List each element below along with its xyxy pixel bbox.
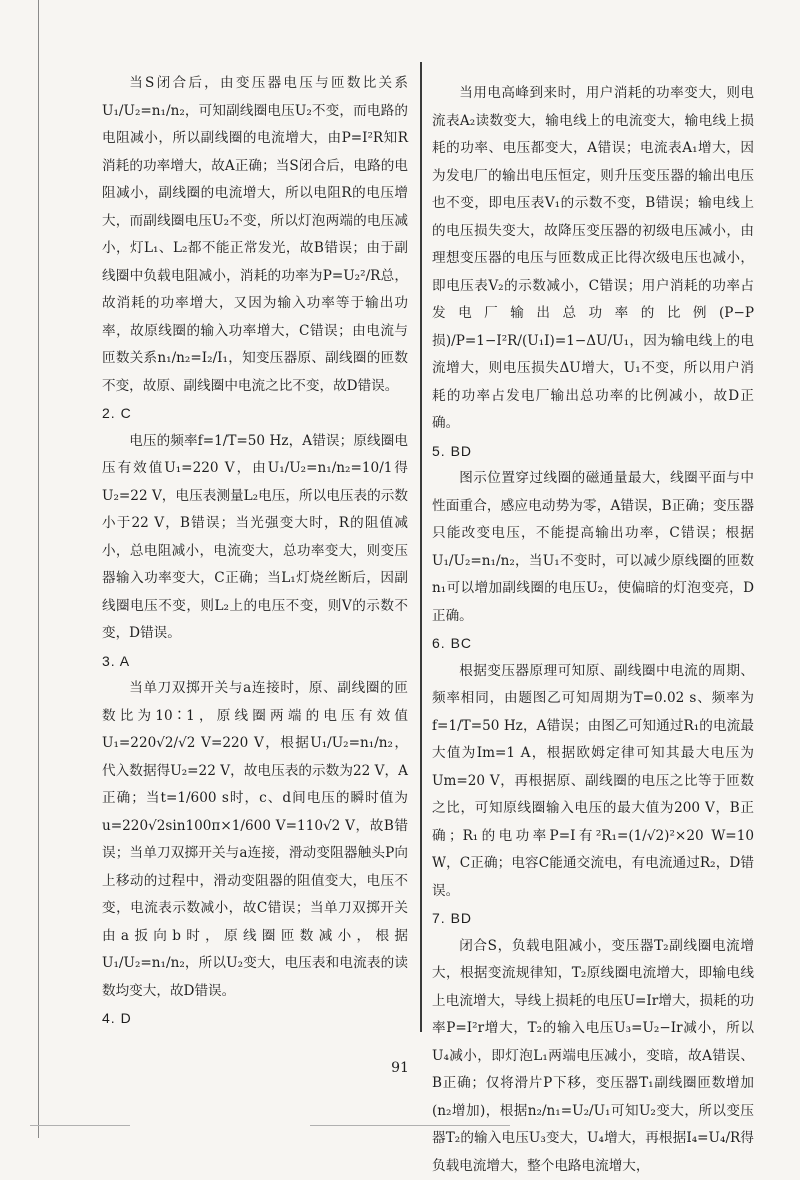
answer-4-explanation: 当用电高峰到来时，用户消耗的功率变大，则电流表A₂读数变大，输电线上的电流变大，输电线上损耗的功率、电压都变大，A错误；电流表A₁增大，因为发电厂的输出电压恒定，则升压变压器的输出电压也不变，即电压表V₁的示数不变，B错误；输电线上的电压损失变大，故降压变压器的初级电压减小，由理想变压器的电压与匝数成正比得次级电压也减小，即电压表V₂的示数减小，C错误；用户消耗的功率占发电厂输出总功率的比例(P−P损)/P=1−I²R/(U₁I)=1−ΔU/U₁，因为输电线上的电流增大，则电压损失ΔU增大，U₁不变，所以用户消耗的功率占发电厂输出总功率的比例减小，故D正确。: [432, 80, 754, 438]
answer-6-label: 6. BC: [432, 630, 754, 658]
answer-7-explanation: 闭合S，负载电阻减小，变压器T₂副线圈电流增大，根据变流规律知，T₂原线圈电流增大，即输电线上电流增大，导线上损耗的电压U=Ir增大，损耗的功率P=I²r增大，T₂的输入电压U₃=U₂−Ir减小，所以U₄减小，即灯泡L₁两端电压减小，变暗，故A错误、B正确；仅将滑片P下移，变压器T₁副线圈匝数增加(n₂增加)，根据n₂/n₁=U₂/U₁可知U₂变大，所以变压器T₂的输入电压U₃变大，U₄增大，再根据I₄=U₄/R得负载电流增大，整个电路电流增大，: [432, 933, 754, 1180]
footer-rule-left: [30, 1125, 130, 1126]
answer-5-explanation: 图示位置穿过线圈的磁通量最大，线圈平面与中性面重合，感应电动势为零，A错误，B正确；变压器只能改变电压，不能提高输出功率，C错误；根据U₁/U₂=n₁/n₂，当U₁不变时，可以减少原线圈的匝数n₁可以增加副线圈的电压U₂，使偏暗的灯泡变亮，D正确。: [432, 465, 754, 630]
answer-1-explanation: 当S闭合后，由变压器电压与匝数比关系U₁/U₂=n₁/n₂，可知副线圈电压U₂不变，而电路的电阻减小，所以副线圈的电流增大，由P=I²R知R消耗的功率增大，故A正确；当S闭合后，电路的电阻减小，副线圈的电流增大，所以电阻R的电压增大，而副线圈电压U₂不变，所以灯泡两端的电压减小，灯L₁、L₂都不能正常发光，故B错误；由于副线圈中负载电阻减小，消耗的功率为P=U₂²/R总，故消耗的功率增大，又因为输入功率等于输出功率，故原线圈的输入功率增大，C错误；由电流与匝数关系n₁/n₂=I₂/I₁，知变压器原、副线圈的匝数不变，故原、副线圈中电流之比不变，故D错误。: [102, 70, 408, 400]
answer-5-label: 5. BD: [432, 438, 754, 466]
answer-2-label: 2. C: [102, 400, 408, 428]
answer-6-explanation: 根据变压器原理可知原、副线圈中电流的周期、频率相同，由题图乙可知周期为T=0.02 s、频率为f=1/T=50 Hz，A错误；由图乙可知通过R₁的电流最大值为Im=1 A，根据欧姆定律可知其最大电压为Um=20 V，再根据原、副线圈的电压之比等于匝数之比，可知原线圈输入电压的最大值为200 V，B正确；R₁的电功率P=I有²R₁=(1/√2)²×20 W=10 W，C正确；电容C能通交流电，有电流通过R₂，D错误。: [432, 658, 754, 906]
answer-4-label: 4. D: [102, 1005, 408, 1033]
page-number: 91: [0, 1060, 800, 1076]
answer-2-explanation: 电压的频率f=1/T=50 Hz，A错误；原线圈电压有效值U₁=220 V，由U₁/U₂=n₁/n₂=10/1得U₂=22 V，电压表测量L₂电压，所以电压表的示数小于22 V，B错误；当光强变大时，R的阻值减小，总电阻减小，电流变大，总功率变大，则变压器输入功率变大，C正确；当L₁灯烧丝断后，因副线圈电压不变，则L₂上的电压不变，则V的示数不变，D错误。: [102, 428, 408, 648]
right-column: [432, 80, 754, 1180]
left-column: [102, 70, 408, 1033]
answer-3-explanation: 当单刀双掷开关与a连接时，原、副线圈的匝数比为10∶1，原线圈两端的电压有效值U₁=220√2/√2 V=220 V，根据U₁/U₂=n₁/n₂，代入数据得U₂=22 V，故电压表的示数为22 V，A正确；当t=1/600 s时，c、d间电压的瞬时值为u=220√2sin100π×1/600 V=110√2 V，故B错误；当单刀双掷开关与a连接，滑动变阻器触头P向上移动的过程中，滑动变阻器的阻值变大，电压不变，电流表示数减小，故C错误；当单刀双掷开关由a扳向b时，原线圈匝数减小，根据U₁/U₂=n₁/n₂，所以U₂变大，电压表和电流表的读数均变大，故D错误。: [102, 675, 408, 1005]
footer-rule-center: [310, 1125, 510, 1126]
answer-7-label: 7. BD: [432, 905, 754, 933]
column-divider: [420, 62, 422, 1032]
answer-3-label: 3. A: [102, 648, 408, 676]
binding-margin-line: [38, 0, 39, 1138]
